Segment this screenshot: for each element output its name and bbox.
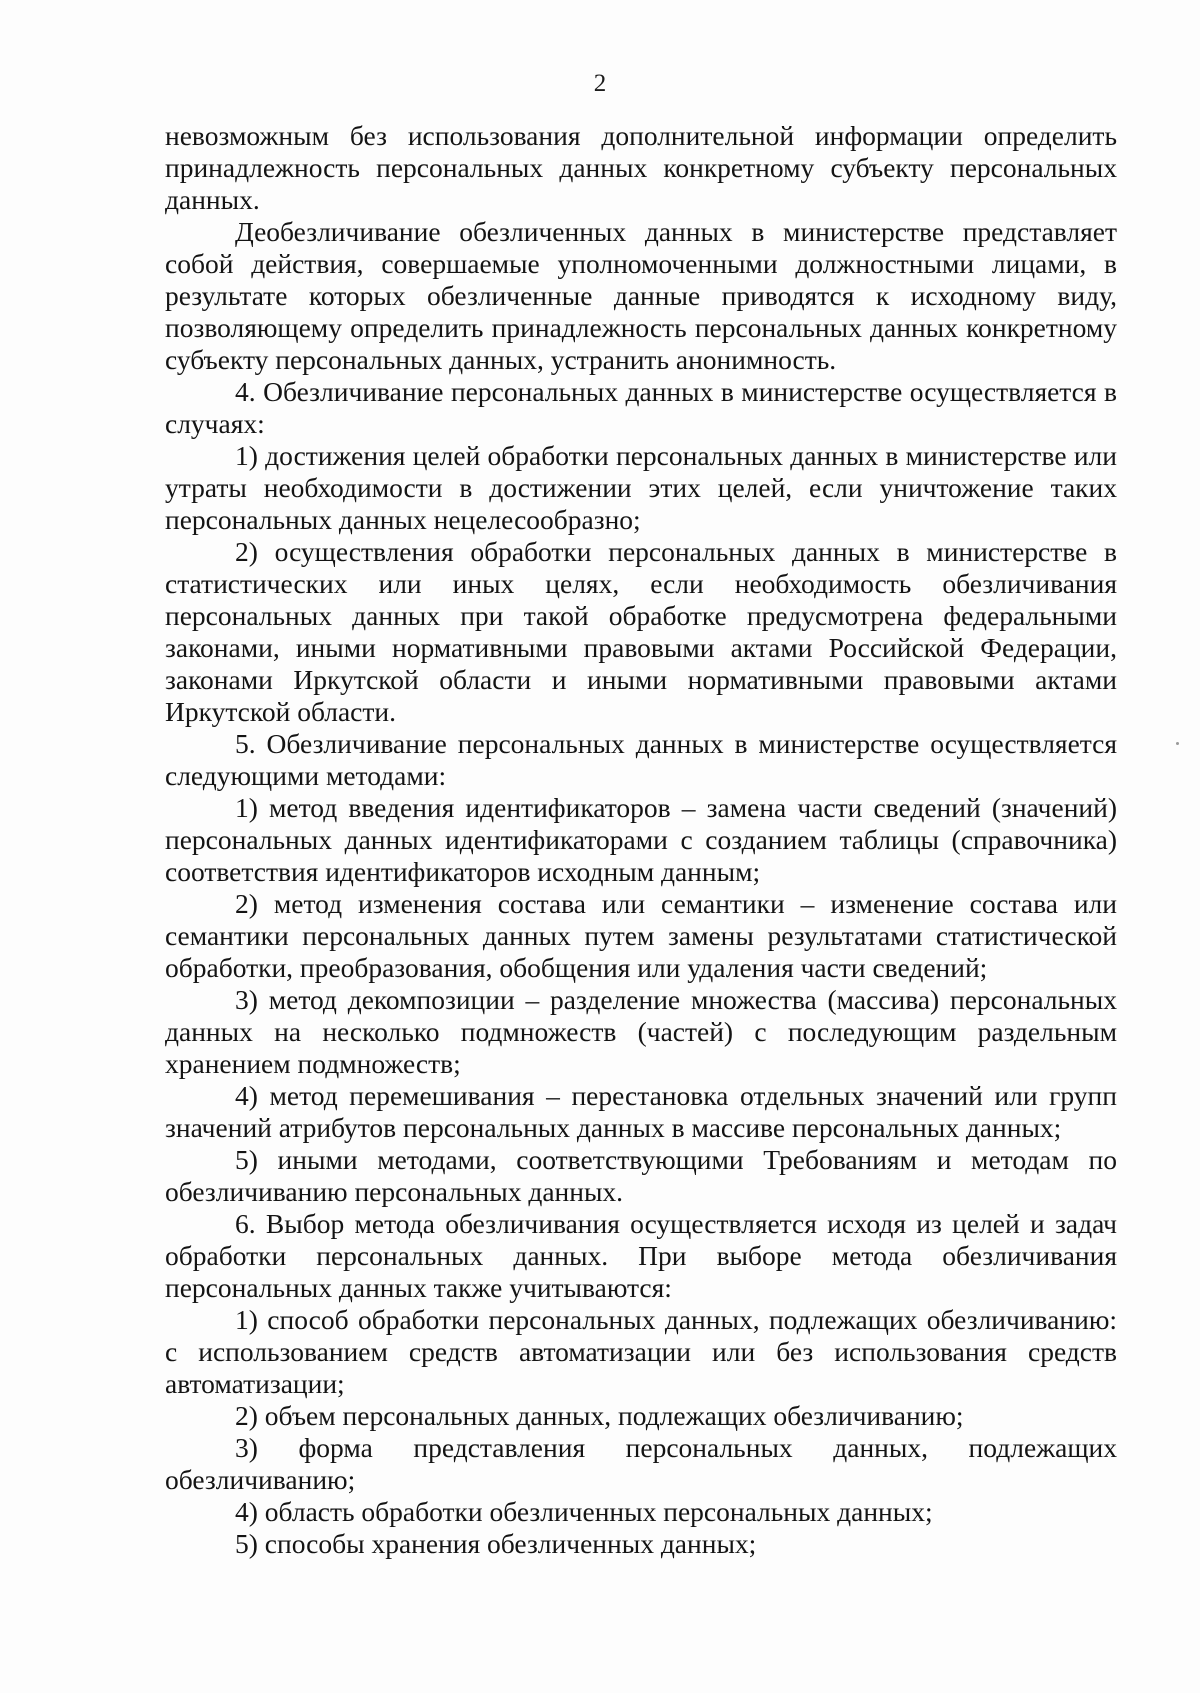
scan-artifact-dot	[1176, 742, 1179, 745]
paragraph-item-6: 6. Выбор метода обезличивания осуществляется исходя из целей и задач обработки персональных данных. При выборе метода обезличивания персональных данных также учитываются:	[165, 1208, 1117, 1303]
paragraph-item-6-3: 3) форма представления персональных данных, подлежащих обезличиванию;	[165, 1432, 1117, 1495]
paragraph-item-4: 4. Обезличивание персональных данных в министерстве осуществляется в случаях:	[165, 376, 1117, 439]
paragraph-item-5: 5. Обезличивание персональных данных в министерстве осуществляется следующими методами:	[165, 728, 1117, 791]
paragraph-item-6-5: 5) способы хранения обезличенных данных;	[235, 1528, 757, 1559]
paragraph-item-5-5: 5) иными методами, соответствующими Требованиям и методам по обезличиванию персональных данных.	[165, 1144, 1117, 1207]
paragraph-continuation: невозможным без использования дополнительной информации определить принадлежность персональных данных конкретному субъекту персональных данных.	[165, 120, 1117, 215]
paragraph-item-4-2: 2) осуществления обработки персональных данных в министерстве в статистических или иных целях, если необходимость обезличивания персональных данных при такой обработке предусмотрена федеральными законами, иными нормативными правовыми актами Российской Федерации, законами Иркутской области и иными нормативными правовыми актами Иркутской области.	[165, 536, 1117, 727]
paragraph-item-5-3: 3) метод декомпозиции – разделение множества (массива) персональных данных на несколько подмножеств (частей) с последующим раздельным хранением подмножеств;	[165, 984, 1117, 1079]
paragraph-item-4-1: 1) достижения целей обработки персональных данных в министерстве или утраты необходимости в достижении этих целей, если уничтожение таких персональных данных нецелесообразно;	[165, 440, 1117, 535]
paragraph-item-6-4: 4) область обработки обезличенных персональных данных;	[235, 1496, 933, 1527]
paragraph-item-5-2: 2) метод изменения состава или семантики – изменение состава или семантики персональных данных путем замены результатами статистической обработки, преобразования, обобщения или удаления части сведений;	[165, 888, 1117, 983]
paragraph-item-5-1: 1) метод введения идентификаторов – замена части сведений (значений) персональных данных идентификаторами с созданием таблицы (справочника) соответствия идентификаторов исходным данным;	[165, 792, 1117, 887]
page-number: 2	[593, 70, 607, 97]
paragraph-item-6-1: 1) способ обработки персональных данных, подлежащих обезличиванию: с использованием средств автоматизации или без использования средств автоматизации;	[165, 1304, 1117, 1399]
paragraph-item-6-2: 2) объем персональных данных, подлежащих обезличиванию;	[235, 1400, 964, 1431]
paragraph-deanonymization: Деобезличивание обезличенных данных в министерстве представляет собой действия, совершаемые уполномоченными должностными лицами, в результате которых обезличенные данные приводятся к исходному виду, позволяющему определить принадлежность персональных данных конкретному субъекту персональных данных, устранить анонимность.	[165, 216, 1117, 375]
paragraph-item-5-4: 4) метод перемешивания – перестановка отдельных значений или групп значений атрибутов персональных данных в массиве персональных данных;	[165, 1080, 1117, 1143]
document-body	[165, 120, 1117, 1560]
